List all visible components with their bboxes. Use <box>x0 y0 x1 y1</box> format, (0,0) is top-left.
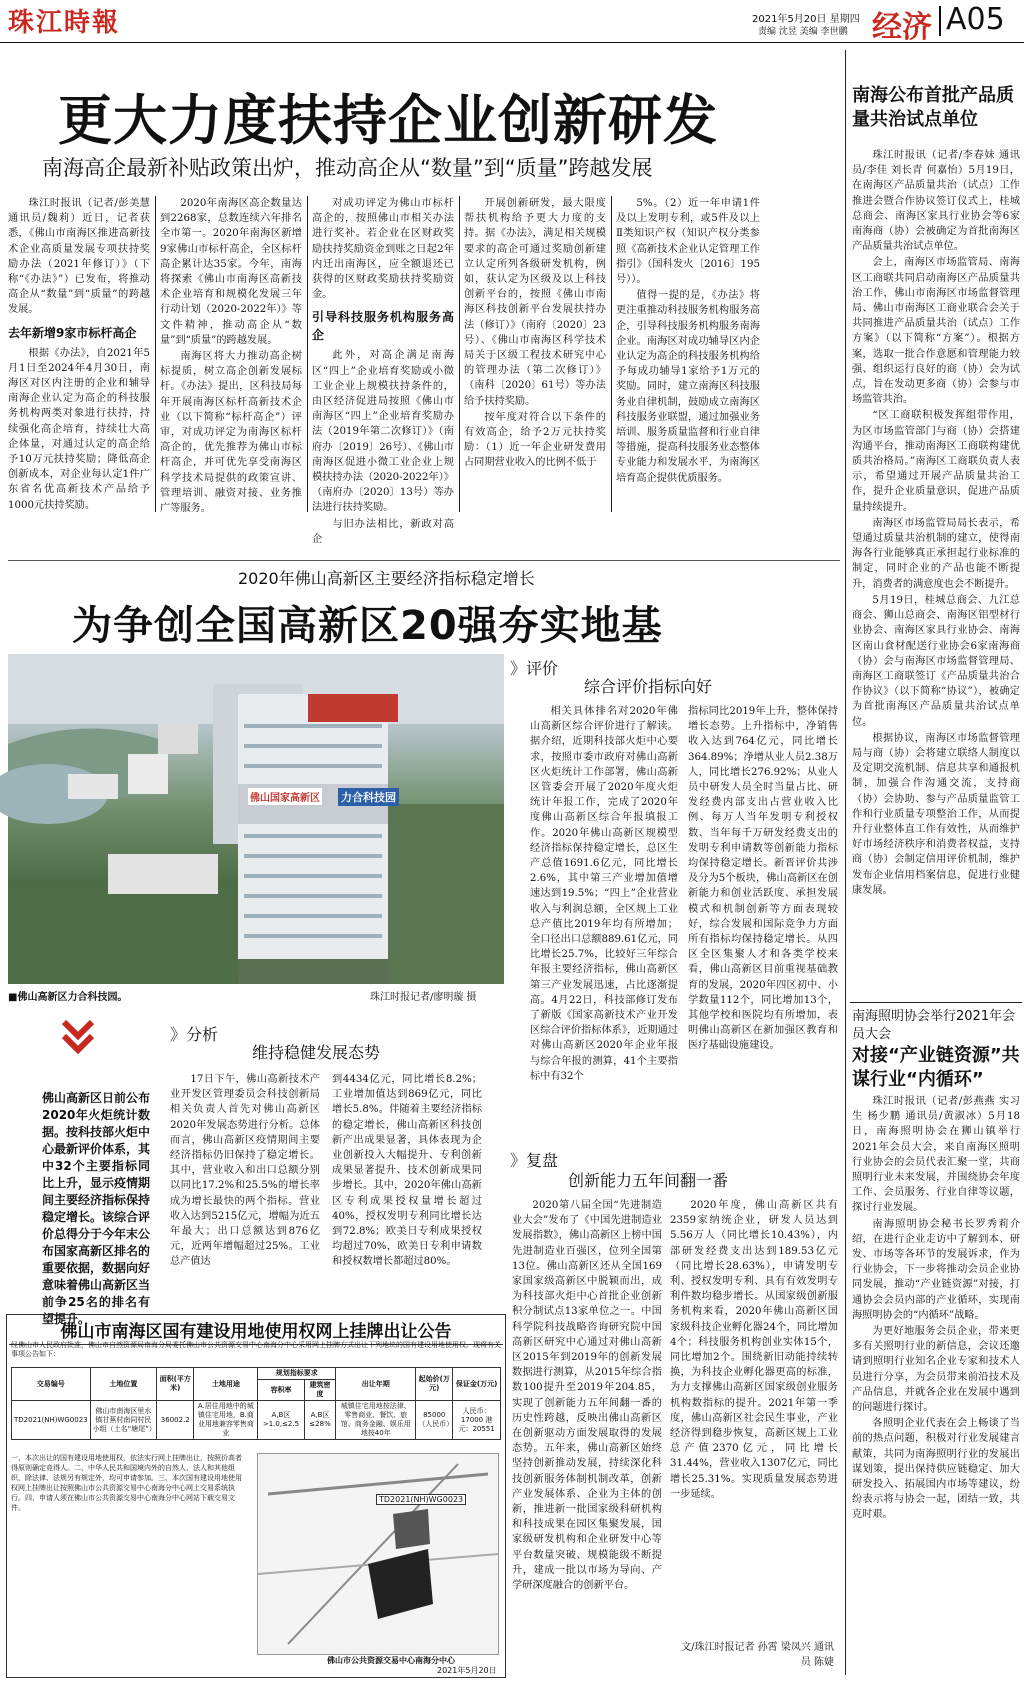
col-divider <box>155 196 156 512</box>
analysis-col-1 <box>170 1072 320 1304</box>
renew-title: 创新能力五年间翻一番 <box>568 1171 729 1190</box>
analysis-col-2 <box>332 1072 482 1304</box>
lead-summary-box: 佛山高新区日前公布2020年火炬统计数据。按科技部火炬中心最新评价体系，其中32个主要指标同比上升，显示疫情期间主要经济指标保持稳定增长。该综合评价总得分于今年末公布国家高新区排名的重要依据，数据向好意味着佛山高新区当前争25名的排名有望提升。 <box>42 1091 151 1326</box>
editors-credit: 责编 沈昱 美编 李世鹏 <box>758 27 848 37</box>
table-cell: 36002.2 <box>157 1401 194 1440</box>
lead-col1-text: 珠江时报讯（记者/彭美慧 通讯员/魏莉）近日，记者获悉，《佛山市南海区推进高新技术企业高质量发展专项扶持奖励办法（2021年修订）》（下称“《办法》”）已发布，将推动高企从“数量”到“质量”的跨越发展。 <box>8 198 150 316</box>
sidebar-bottom-para: 各照明企业代表在会上畅谈了当前的热点问题，积极对行业发展建言献策，共同为南海照明行业的发展出谋划策，提出保持供应链稳定、加大研发投入、拓展国内市场等建议，纷纷表示将与协会一起，团结一致，共克时艰。 <box>852 1418 1020 1521</box>
notice-th: 土地位置 <box>90 1368 156 1401</box>
table-cell: 人民币：17000 港元：20551 <box>453 1401 501 1440</box>
notice-th: 保证金(万元) <box>453 1368 501 1401</box>
sidebar-bottom-headline: 对接“产业链资源”共谋行业“内循环” <box>852 1045 1020 1090</box>
parcel-map <box>257 1453 499 1655</box>
table-cell: 85000（人民币） <box>416 1401 453 1440</box>
sidebar-top-para: 会上，南海区市场监管局、南海区工商联共同启动南海区产品质量共治工作，佛山市南海区市场监督管理局、佛山市南海区工商业联合会关于共同推进产品质量共治（试点）工作方案》（以下简称“方案”）。根据方案，选取一批合作意愿和管理能力较强、组织运行良好的商（协）会为试点，旨在发动更多商（协）会参与市场监管共治。 <box>852 257 1020 406</box>
eval-col-2 <box>688 704 838 1116</box>
eval-col-1 <box>530 704 678 1116</box>
notice-footer-date: 2021年5月20日 <box>437 1666 497 1675</box>
lead-col3-subhead: 引导科技服务机构服务高企 <box>312 310 454 343</box>
eval-tag: 》评价 <box>510 659 559 678</box>
col-divider <box>459 196 460 512</box>
table-row <box>12 1401 501 1440</box>
lead-col3-text: 对成功评定为佛山市标杆高企的，按照佛山市相关办法进行奖补。若企业在区财政奖励扶持奖励资金到账之日起2年内迁出南海区，应全额退还已获得的区财政奖励扶持奖励资金。 <box>312 198 454 301</box>
photo-illustration <box>8 654 504 984</box>
notice-footer-org: 佛山市公共资源交易中心南海分中心 <box>327 1656 455 1665</box>
map-illustration <box>258 1454 498 1654</box>
lead-col5-text: 5%。（2）近一年申请1件及以上发明专利，或5件及以上Ⅱ类知识产权（知识产权分类参照《高新技术企业认定管理工作指引》（国科发火〔2016〕195号））。 <box>616 198 760 286</box>
lead-col-4 <box>464 196 606 512</box>
eval-col1-text: 相关具体排名对2020年佛山高新区综合评价进行了解读。据介绍，近期科技部火炬中心要求，按照市委市政府对佛山高新区火炬统计工作部署，佛山高新区管委会开展了2020年度火炬统计年报工作，完成了2020年度佛山高新区综合年报填报工作。2020年佛山高新区规模型经济指标保持稳定增长，总区生产总值1691.6亿元，同比增长2.6%，其中第三产业增加值增速达到19.5%；“四上”企业营业收入与利润总额，全区规上工业总产值比2019年均有所增加；全口径出口总额889.61亿元，同比增长25.7%，比较好三年综合年报主要经济指标，佛山高新区第三产业发展迅速，占比逐渐提高。4月22日，科技部修订发布了新版《国家高新技术产业开发区综合评价指标体系》，近期通过对佛山高新区2020年企业年报与综合年报的测算，41个主要指标中有32个 <box>530 706 678 1082</box>
notice-th: 面积(平方米) <box>157 1368 194 1401</box>
lead-col-2 <box>160 196 302 515</box>
section-rule <box>8 560 840 561</box>
page-number: A05 <box>946 2 1005 37</box>
lead-headline: 更大力度扶持企业创新研发 <box>58 89 718 152</box>
eval-col2-text: 指标同比2019年上升，整体保持增长态势。上升指标中，净销售收入达到764亿元，同比增长364.89%；净增从业人员2.38万人，同比增长276.92%；从业人员中研发人员全时当量占比、研发经费内部支出占营业收入比例、每万人当年发明专利授权数、当年每千万研发经费支出的发明专利申请数等创新能力指标均保持稳定增长。新晋评价共涉及分为5个板块，佛山高新区在创新能力和创业活跃度、承担发展模式和机制创新等方面表现较好，综合发展和国际竞争力方面所有指标均保持稳定增长。从四区全区集聚人才和各类学校来看，佛山高新区目前重视基础教育的发展，2020年四区初中、小学数量112个，同比增加13个，其他学校和医院均有所增加，表明佛山高新区在新加强区教育和医疗基础设施建设。 <box>688 706 838 1052</box>
eval-title: 综合评价指标向好 <box>584 677 713 696</box>
section-name: 经济 <box>872 10 932 45</box>
analysis-title: 维持稳健发展态势 <box>252 1043 381 1062</box>
chevron-down-icon <box>60 1018 96 1054</box>
notice-th: 容积率 <box>258 1380 304 1401</box>
notice-th: 出让年期 <box>336 1368 416 1401</box>
sidebar-rule <box>850 1002 1022 1003</box>
sidebar-top-para: 珠江时报讯（记者/李春妹 通讯员/李佳 刘长青 何嘉怡）5月19日，在南海区产品质量共治（试点）工作推进会暨合作协议签订仪式上，桂城总商会、南海区家具行业协会等6家南海商（协）会被确定为首批南海区产品质量共治试点单位。 <box>852 150 1020 253</box>
notice-th: 土地用途 <box>194 1368 258 1401</box>
sidebar-top-headline: 南海公布首批产品质量共治试点单位 <box>852 85 1014 130</box>
sidebar-bottom-body <box>852 1094 1020 1674</box>
sidebar-bottom-para: 为更好地服务会员企业，带来更多有关照明行业的新信息，会议还邀请到照明行业知名企业专家和技术人员进行分享，为会员带来前沿技术及产品信息，并就各企业在发展中遇到的问题进行探讨。 <box>852 1326 1020 1414</box>
issue-date: 2021年5月20日 星期四 <box>752 14 860 25</box>
industrial-park-photo <box>8 654 504 984</box>
land-notice <box>6 1314 506 1678</box>
analysis-tag: 》分析 <box>170 1025 219 1044</box>
table-cell: A,B区≤28% <box>304 1401 336 1440</box>
notice-table <box>11 1367 501 1440</box>
lead-col-5 <box>616 196 760 512</box>
sidebar-top-para: 南海区市场监管局局长表示，希望通过质量共治机制的建立，使得南海各行业能够真正承担起行业标准的制定，同时企业的产品也能不断提升，消费者的满意度也会不断提升。 <box>852 517 1020 590</box>
col-divider <box>611 196 612 512</box>
lead-col-1 <box>8 196 150 512</box>
col-divider <box>307 196 308 512</box>
paper-logo: 珠江時報 <box>8 8 121 38</box>
notice-th-group: 规划指标要求 <box>258 1368 336 1380</box>
hightech-kicker: 2020年佛山高新区主要经济指标稳定增长 <box>238 569 535 588</box>
analysis-col1-text: 17日下午，佛山高新技术产业开发区管理委员会科技创新局相关负责人首先对佛山高新区2020年发展态势进行分析。总体而言，佛山高新区疫情期间主要经济指标仍旧保持了稳定增长。其中，营业收入和出口总额分别以同比17.2%和25.5%的增长率成为增长最快的两个指标。营业收入达到5215亿元，增幅为近五年最大；出口总额达到876亿元，近两年增幅超过25%。工业总产值达 <box>170 1074 320 1268</box>
lead-col1b-text: 根据《办法》，自2021年5月1日至2024年4月30日，南海区对区内注册的企业和辅导南海企业认定为高企的科技服务机构两类对象进行扶持，持续强化高企培育，持续壮大高企体量，对通过认定的高企给予10万元扶持奖励；降低高企创新成本，对企业每认定1件广东省名优高新技术产品给予1000元扶持奖励。 <box>8 347 150 511</box>
lead-col1-subhead: 去年新增9家市标杆高企 <box>8 325 137 340</box>
analysis-col2-text: 到4434亿元，同比增长8.2%；工业增加值达到869亿元，同比增长5.8%。伴随着主要经济指标的稳定增长，佛山高新区科技创新产出成果显著，具体表现为企业创新投入大幅提升、专利创新成果显著提升、技术创新成果同步增长。其中，2020年佛山高新区专利成果授权量增长超过40%，授权发明专利同比增长达到72.8%；欧美日专利成果授权均超过70%，欧美日专利申请数和授权数增长都超过80%。 <box>332 1074 482 1268</box>
table-cell: TD2021(NH)WG0023 <box>12 1401 91 1440</box>
lead-col2-text: 2020年南海区高企数量达到2268家，总数连续六年排名全市第一。2020年南海区新增9家佛山市标杆高企，全区标杆高企累计达35家。今年，南海将探索《佛山市南海区高新技术企业培育和规模化发展三年行动计划（2020-2022年）》等文件精神，推动高企从“数量”到“质量”的跨越发展。 <box>160 198 302 346</box>
notice-title: 佛山市南海区国有建设用地使用权网上挂牌出让公告 <box>9 1315 503 1345</box>
masthead-rule <box>0 42 1024 43</box>
sidebar-top-body <box>852 148 1020 1000</box>
photo-credit: 珠江时报记者/廖明璇 摄 <box>370 992 477 1003</box>
notice-th: 交易编号 <box>12 1368 91 1401</box>
table-cell: 佛山市南海区里水镇甘蕉村南同村民小组（土名“塘尾”） <box>90 1401 156 1440</box>
masthead <box>0 0 1024 45</box>
renew-col1-text: 2020第八届全国“先进制造业大会”发布了《中国先进制造业发展指数》，佛山高新区上榜中国先进制造业百强区，位列全国第13位。佛山高新区还从全国169家国家级高新区中脱颖而出，成为科技部火炬中心首批企业创新积分制试点13家单位之一。中国科学院科技战略咨询研究院中国高新区研究中心通过对佛山高新区2015年到2019年的创新发展数据进行测算，从2015年综合指数100提升至2019年204.85，实现了创新能力五年间翻一番的历史性跨越，反映出佛山高新区在创新驱动方面发展取得的发展态势。五年来，佛山高新区始终坚持创新推动发展，持续深化科技创新服务体制机制改革，创新产业发展体系、企业为主体的创新，推进新一批国家级科研机构和科技成果在园区集聚发展，国家级研发机构和企业研发中心等平台数量突破、规模能级不断提升，建成一批以市场为导向、产学研深度融合的创新平台。 <box>512 1200 662 1592</box>
table-cell: 城镇住宅用地按法律、零售商业、餐饮、旅馆、商务金融、娱乐用地按40年 <box>336 1401 416 1440</box>
table-cell: A,B区>1.0,≤2.5 <box>258 1401 304 1440</box>
renew-col-2 <box>670 1198 838 1638</box>
lead-col3c-text: 与旧办法相比，新政对高企 <box>312 518 454 545</box>
masthead-divider <box>939 6 941 36</box>
renew-col-1 <box>512 1198 662 1668</box>
sidebar-divider <box>845 50 846 1675</box>
reporter-credit: 文/珠江时报记者 孙霄 梁凤兴 通讯员 陈婕 <box>681 1642 834 1668</box>
lead-col4b-text: 按年度对符合以下条件的有效高企，给予2万元扶持奖励：（1）近一年企业研发费用占同期营业收入的比例不低于 <box>464 411 606 469</box>
lead-col3b-text: 此外，对高企满足南海区“四上”企业培育奖励或小微工业企业上规模扶持条件的，由区经济促进局按照《佛山市南海区“四上”企业培育奖励办法（2019年第二次修订）》（南府办〔2019〕26号）、《佛山市南海区促进小微工业企业上规模扶持办法（2020-2022年）》（南府办〔2020〕13号）等办法进行扶持奖励。 <box>312 350 454 514</box>
sidebar-top-para: 5月19日，桂城总商会、九江总商会、狮山总商会、南海区铝型材行业协会、南海区家具行业协会、南海区南山食材配送行业协会6家南海商（协）会与南海区市场监督管理局、南海区工商联签订《产品质量共治合作协议》（以下简称“协议”），被确定为首批南海区产品质量共治试点单位。 <box>852 594 1020 728</box>
map-parcel-label: TD2021(NH)WG0023 <box>376 1494 466 1505</box>
renew-col2-text: 2020年度，佛山高新区共有2359家纳统企业，研发人员达到5.56万人（同比增长10.43%），内部研发经费支出达到189.53亿元（同比增长28.63%），申请发明专利、授权发明专利、具有有效发明专利件数均稳步增长。从国家级创新服务机构来看，2020年佛山高新区国家级科技企业孵化器24个，同比增加4个；科技服务机构创业实体15个，同比增加2个。围绕新旧动能持续转换，为科技企业孵化器更高的标准，为力支撑佛山高新区国家级创业服务机构数指标的提升。2021年第一季度，佛山高新区社会民生事业，产业经济得到稳步恢复，高新区规上工业总产值2370亿元，同比增长31.44%，营业收入1307亿元，同比增长25.31%。实现质量发展态势进一步延续。 <box>670 1200 838 1500</box>
notice-th: 建筑密度 <box>304 1380 336 1401</box>
notice-terms: 一、本次出让的国有建设用地使用权，依法实行网上挂牌出让，按照价高者得原则确定竞得人。二、中华人民共和国境内外的自然人、法人和其他组织，除法律、法规另有规定外，均可申请参加。三、本次国有建设用地使用权网上挂牌出让按照佛山市公共资源交易中心南海分中心网上交易系统执行。四、申请人须在佛山市公共资源交易中心南海分中心网站下载交易文件。 <box>11 1454 242 1512</box>
table-cell: A.居住用地中的城镇住宅用地，B.商业用地兼容零售商业 <box>194 1401 258 1440</box>
notice-th: 起始价(万元) <box>416 1368 453 1401</box>
sidebar-bottom-para: 珠江时报讯（记者/彭燕燕 实习生 杨少鹏 通讯员/黄淑冰）5月18日，南海照明协会在狮山镇举行2021年会员大会，来自南海区照明行业协会的会员代表汇聚一堂，共商照明行业未来发展，并围绕协会年度工作、会员服务、行业自律等议题，探讨行业发展。 <box>852 1096 1020 1214</box>
sidebar-top-para: “区工商联积极发挥组带作用，为区市场监管部门与商（协）会搭建沟通平台，推动南海区工商联构建优质共治格局。”南海区工商联负责人表示，希望通过开展产品质量共治工作，提升企业质量意识，促进产品质量持续提升。 <box>852 410 1020 513</box>
sidebar-bottom-para: 南海照明协会秘书长罗秀莉介绍，在进行企业走访中了解到本、研发、市场等各环节的发展诉求，作为行业协会，下一步将推动会员企业协同发展，推动“产业链资源”对接，打通协会会员内部的产业循环，实现南海照明协会的“内循环”战略。 <box>852 1218 1020 1321</box>
building-sign: 力合科技园 <box>338 788 399 806</box>
lead-col-3 <box>312 196 454 545</box>
hightech-headline: 为争创全国高新区20强夯实地基 <box>72 603 663 649</box>
notice-intro: 经佛山市人民政府批准，佛山市自然资源局南海分局委托佛山市公共资源交易中心南海分中心采用网上挂牌方式出让下列地块的国有建设用地使用权。现将有关事项公告如下： <box>11 1341 501 1358</box>
building-sign: 佛山国家高新区 <box>248 788 322 805</box>
lead-col2b-text: 南海区将大力推动高企树标提质，树立高企创新发展标杆。《办法》提出，区科技局每年开展南海区标杆高新技术企业（以下简称“标杆高企”）评审，对成功评定为南海区标杆高企的，优先推荐为佛山市标杆高企，并可优先享受南海区科学技术局提供的政策宣讲、管理培训、融资对接、业务推广等服务。 <box>160 351 302 515</box>
renew-tag: 》复盘 <box>510 1151 559 1170</box>
photo-caption: ■佛山高新区力合科技园。 <box>8 992 128 1003</box>
lead-col5b-text: 值得一提的是，《办法》将更注重推动科技服务机构服务高企，引导科技服务机构服务南海企业。南海区对成功辅导区内企业认定为高企的科技服务机构给予每成功辅导1家给予1万元的奖励。同时，建立南海区科技服务业自律机制，鼓励成立南海区科技服务业联盟，通过加强业务培训、服务质量监督和行业自律等措施，提高科技服务业态整体专业能力和发展水平，为南海区培育高企提供优质服务。 <box>616 290 760 484</box>
lead-subheadline: 南海高企最新补贴政策出炉，推动高企从“数量”到“质量”跨越发展 <box>42 156 653 180</box>
sidebar-top-para: 根据协议，南海区市场监督管理局与商（协）会将建立联络人制度以及定期交流机制、信息共享和通报机制，加强合作沟通交流，支持商（协）会协助、参与产品质量监管工作和行业质量专项整治工作，从而提升行业整体直工作有效性，从而维护好市场经济秩序和消费者权益，支持商（协）会制定信用评价机制，维护发布企业信用档案信息，促进行业健康发展。 <box>852 732 1020 896</box>
lead-col4-text: 开展创新研发，最大限度帮扶机构给予更大力度的支持。据《办法》，满足相关规模要求的高企可通过奖励创新建立认定所列各级研发机构，例如，获认定为区级及以上科技创新平台的，按照《佛山市南海区科技创新平台发展扶持办法（修订）》（南府〔2020〕23号）、《佛山市南海区科学技术局关于区级工程技术研究中心的管理办法（第二次修订）》（南科〔2020〕61号）等办法给予扶持奖励。 <box>464 198 606 407</box>
sidebar-bottom-kicker: 南海照明协会举行2021年会员大会 <box>852 1009 1016 1042</box>
